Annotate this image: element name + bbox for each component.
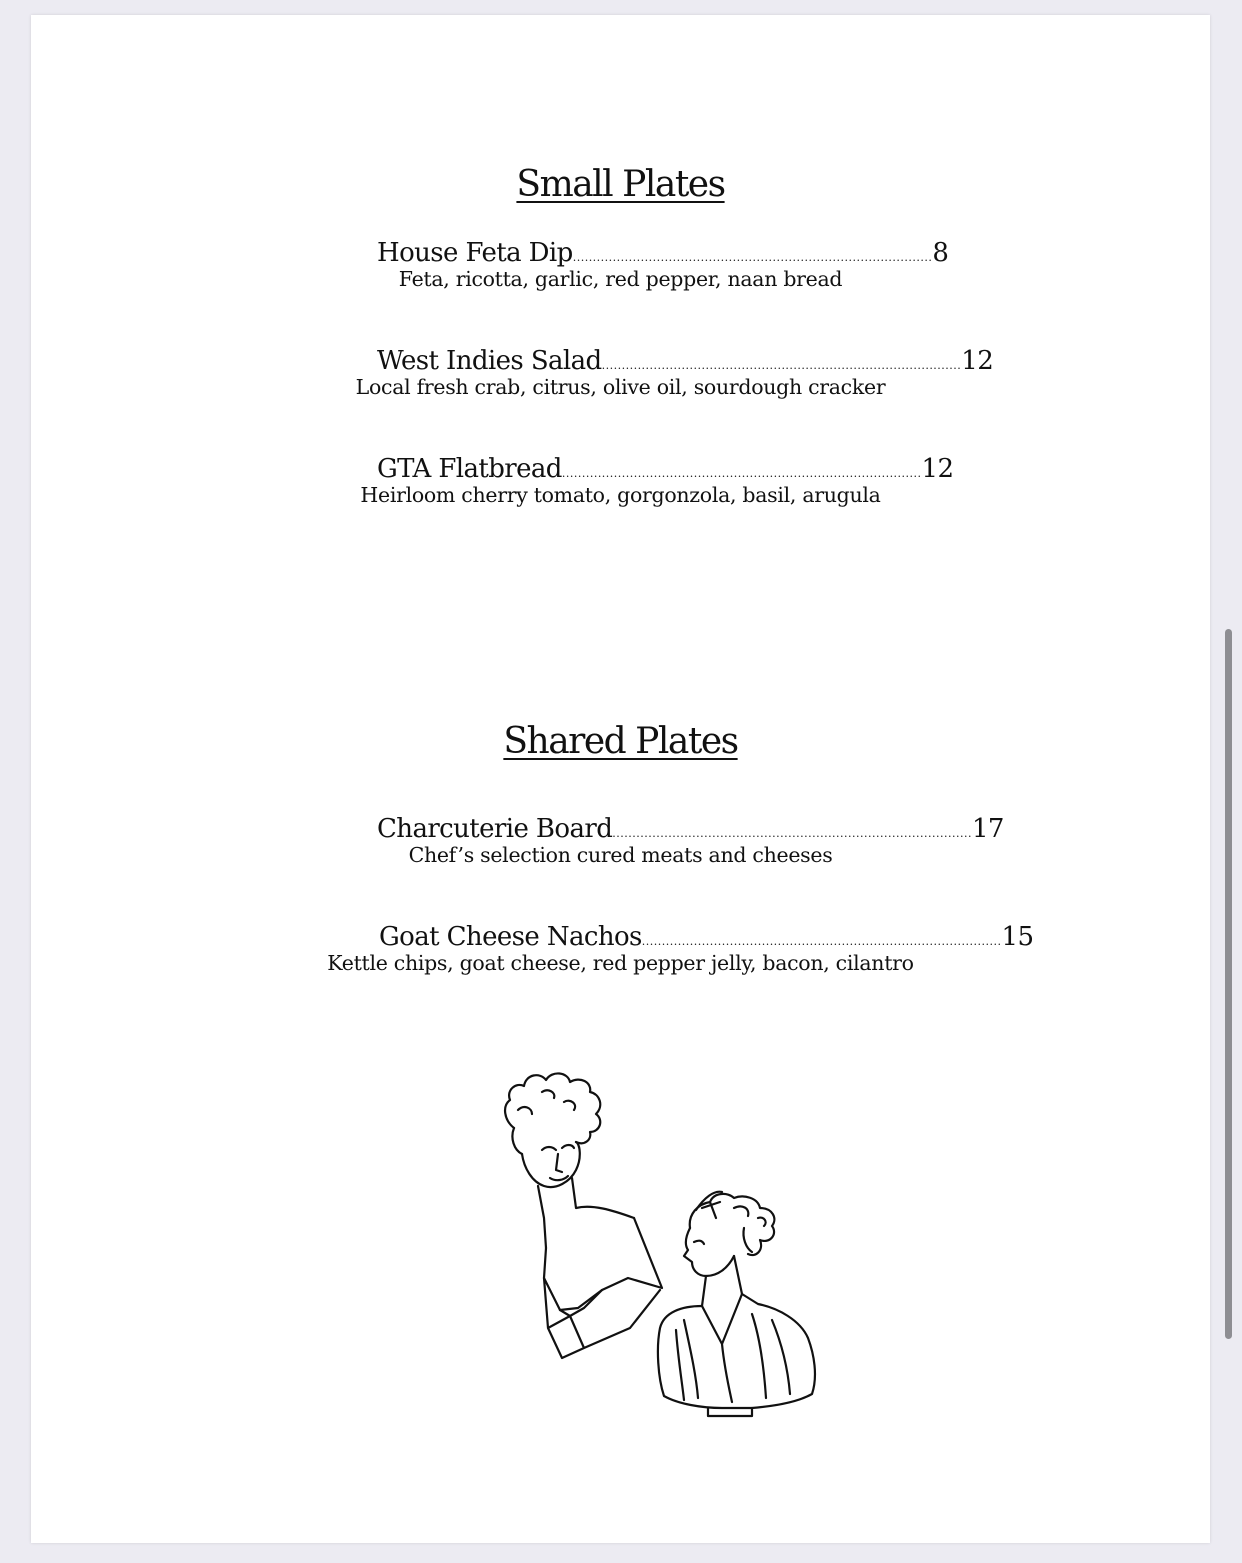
menu-item-price: 17	[971, 814, 1004, 844]
vertical-scrollbar[interactable]	[1225, 629, 1232, 1339]
female-bust-neck	[702, 1256, 742, 1306]
menu-item-description: Kettle chips, goat cheese, red pepper jelly, bacon, cilantro	[327, 951, 914, 975]
section-title-shared-plates: Shared Plates	[503, 721, 738, 762]
menu-item-price: 15	[1001, 922, 1034, 952]
female-bust-shoulders	[658, 1294, 815, 1408]
female-bust-eyes	[694, 1228, 752, 1252]
dot-leader: ..........................................................................................	[572, 251, 933, 264]
menu-item-description: Local fresh crab, citrus, olive oil, sourdough cracker	[355, 375, 886, 399]
male-bust-face	[522, 1142, 580, 1187]
dot-leader: ..........................................................................................	[641, 935, 1002, 948]
section-title-small-plates: Small Plates	[516, 164, 725, 205]
male-bust-eyes	[542, 1145, 574, 1180]
female-bust-drape	[676, 1294, 790, 1402]
menu-item-price: 12	[961, 346, 994, 376]
female-bust-face	[684, 1228, 734, 1276]
menu-page	[31, 15, 1210, 1543]
female-bust-plinth	[708, 1408, 752, 1416]
male-bust-chest	[544, 1218, 662, 1310]
menu-item-name: Goat Cheese Nachos	[379, 922, 642, 952]
menu-item-name: House Feta Dip	[377, 238, 573, 268]
male-bust-base	[544, 1278, 660, 1358]
menu-item-name: West Indies Salad	[377, 346, 602, 376]
classical-busts-icon	[452, 1058, 822, 1423]
menu-item-name: GTA Flatbread	[377, 454, 562, 484]
menu-item-price: 8	[932, 238, 949, 268]
menu-item-description: Heirloom cherry tomato, gorgonzola, basil, arugula	[360, 483, 881, 507]
menu-item-price: 12	[921, 454, 954, 484]
dot-leader: ..........................................................................................	[561, 467, 922, 480]
menu-item-name: Charcuterie Board	[377, 814, 613, 844]
dot-leader: ..........................................................................................	[601, 359, 962, 372]
male-bust-neck	[538, 1178, 634, 1248]
menu-item-description: Chef’s selection cured meats and cheeses	[408, 843, 833, 867]
dot-leader: ..........................................................................................	[612, 827, 972, 840]
menu-item-description: Feta, ricotta, garlic, red pepper, naan bread	[398, 267, 843, 291]
